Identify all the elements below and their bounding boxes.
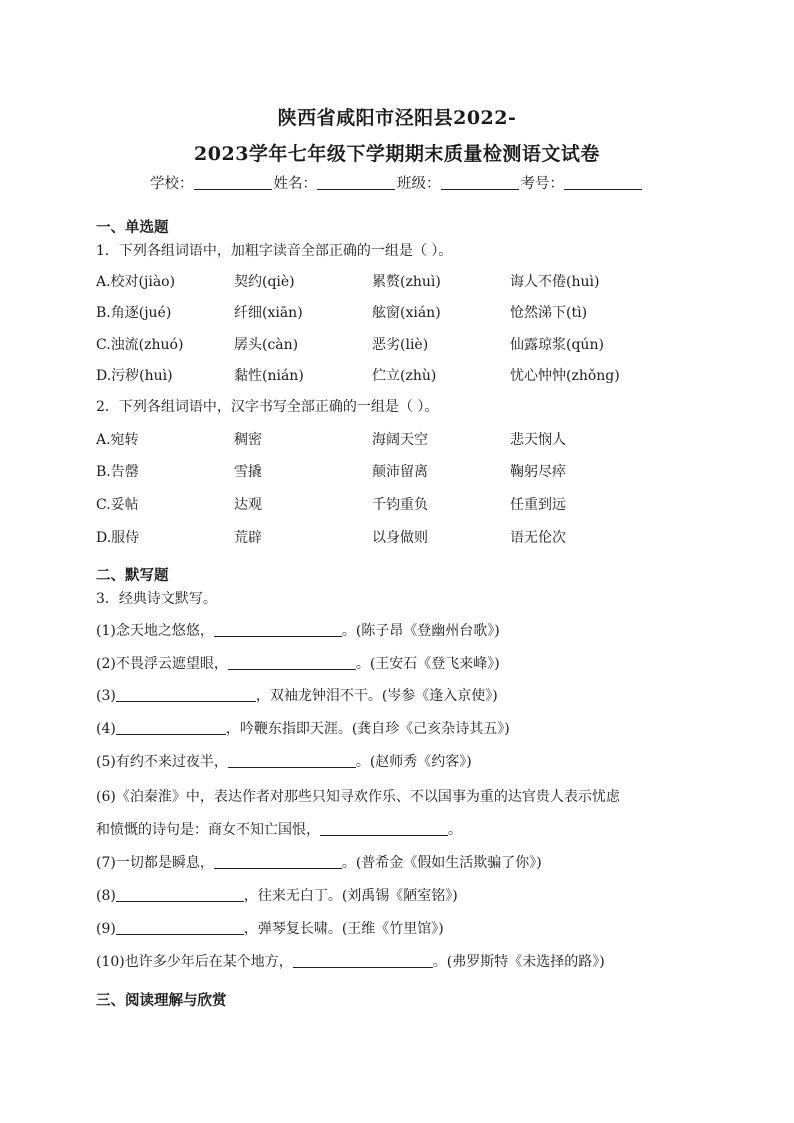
q1-option-row (96, 302, 736, 322)
exam-title-line2: 2023学年七年级下学期期末质量检测语文试卷 (194, 143, 600, 165)
q2-option-cell: 达观 (234, 497, 262, 513)
exam-title-line1: 陕西省咸阳市泾阳县2022- (277, 107, 517, 129)
q2-option-cell: 荒辟 (234, 530, 262, 546)
question-2-stem: 2．下列各组词语中，汉字书写全部正确的一组是（ ）。 (96, 399, 439, 415)
dictation-item (96, 751, 472, 771)
q1-option-cell: 恶劣(liè) (372, 337, 429, 353)
dictation-text: 。(陈子昂《登幽州台歌》) (341, 623, 500, 639)
dictation-blank[interactable] (228, 656, 356, 670)
dictation-blank[interactable] (116, 888, 244, 902)
q1-option-cell: C.浊流(zhuó) (96, 337, 184, 353)
q1-option-row (96, 365, 736, 385)
dictation-text: 。(赵师秀《约客》) (355, 754, 472, 770)
q1-option-cell: 纤细(xiān) (234, 305, 303, 321)
dictation-blank[interactable] (116, 721, 226, 735)
q2-option-cell: 以身做则 (372, 530, 428, 546)
q1-option-row (96, 334, 736, 354)
class-label: 班级： (397, 176, 441, 192)
q2-option-cell: 任重到远 (510, 497, 566, 513)
dictation-text: (2)不畏浮云遮望眼， (96, 656, 228, 672)
dictation-blank[interactable] (116, 921, 244, 935)
dictation-item (96, 685, 498, 705)
dictation-text: (5)有约不来过夜半， (96, 754, 228, 770)
q2-option-cell: A.宛转 (96, 432, 139, 448)
q2-option-cell: D.服侍 (96, 530, 140, 546)
dictation-text: 。(弗罗斯特《未选择的路》) (432, 954, 605, 970)
name-label: 姓名： (273, 176, 317, 192)
q1-option-cell: 诲人不倦(huì) (510, 274, 600, 290)
q2-option-cell: 语无伦次 (510, 530, 566, 546)
q1-option-cell: 伫立(zhù) (372, 368, 437, 384)
q2-option-row (96, 494, 736, 514)
q1-option-cell: 孱头(càn) (234, 337, 299, 353)
number-label: 考号： (520, 176, 564, 192)
dictation-item (96, 620, 500, 640)
q1-option-cell: 忧心忡忡(zhǒng) (510, 368, 620, 384)
section-heading-reading: 三、阅读理解与欣赏 (96, 993, 227, 1009)
question-3-stem: 3．经典诗文默写。 (96, 591, 217, 607)
dictation-blank[interactable] (116, 688, 256, 702)
q1-option-cell: 累赘(zhuì) (372, 274, 441, 290)
q2-option-cell: 稠密 (234, 432, 262, 448)
name-blank[interactable] (317, 176, 395, 190)
dictation-item (96, 885, 458, 905)
dictation-text: (8) (96, 888, 116, 904)
q2-option-cell: 颠沛留离 (372, 464, 428, 480)
q2-option-row (96, 461, 736, 481)
dictation-blank[interactable] (214, 623, 342, 637)
dictation-text: (10)也许多少年后在某个地方， (96, 954, 293, 970)
dictation-text: 。(普希金《假如生活欺骗了你》) (341, 855, 542, 871)
dictation-text: (1)念天地之悠悠， (96, 623, 214, 639)
q2-option-cell: B.告罄 (96, 464, 139, 480)
class-blank[interactable] (441, 176, 519, 190)
q1-option-cell: A.校对(jiào) (96, 274, 176, 290)
q1-option-cell: 黏性(nián) (234, 368, 304, 384)
q2-option-cell: 千钧重负 (372, 497, 428, 513)
dictation-item (96, 718, 510, 738)
q1-option-cell: 契约(qiè) (234, 274, 295, 290)
q2-option-cell: 鞠躬尽瘁 (510, 464, 566, 480)
dictation-text: (7)一切都是瞬息， (96, 855, 214, 871)
dictation-text: 。(王安石《登飞来峰》) (355, 656, 500, 672)
dictation-blank[interactable] (214, 855, 342, 869)
dictation-blank[interactable] (320, 822, 448, 836)
dictation-text: ，双袖龙钟泪不干。(岑参《逢入京使》) (255, 688, 498, 704)
q1-option-cell: D.污秽(huì) (96, 368, 173, 384)
dictation-blank[interactable] (228, 754, 356, 768)
q1-option-cell: 仙露琼浆(qún) (510, 337, 604, 353)
q1-option-cell: 怆然涕下(tì) (510, 305, 588, 321)
q1-option-row (96, 271, 736, 291)
section-heading-dictation: 二、默写题 (96, 568, 169, 584)
q2-option-cell: 海阔天空 (372, 432, 428, 448)
number-blank[interactable] (564, 176, 642, 190)
school-blank[interactable] (194, 176, 272, 190)
dictation-item (96, 852, 542, 872)
q2-option-cell: C.妥帖 (96, 497, 139, 513)
q2-option-cell: 雪撬 (234, 464, 262, 480)
dictation-text: (9) (96, 921, 116, 937)
dictation-item (96, 918, 444, 938)
dictation-item (96, 819, 462, 839)
q2-option-cell: 悲天悯人 (510, 432, 566, 448)
q2-option-row (96, 429, 736, 449)
dictation-text: 和愤慨的诗句是：商女不知亡国恨， (96, 822, 320, 838)
dictation-blank[interactable] (293, 954, 433, 968)
dictation-item (96, 653, 500, 673)
q1-option-cell: 舷窗(xián) (372, 305, 441, 321)
question-1-stem: 1．下列各组词语中，加粗字读音全部正确的一组是（ ）。 (96, 243, 453, 259)
dictation-text: 。 (448, 822, 462, 838)
student-info-row (0, 172, 794, 193)
q2-option-row (96, 527, 736, 547)
section-heading-single-choice: 一、单选题 (96, 220, 169, 236)
school-label: 学校： (150, 176, 194, 192)
dictation-text: (4) (96, 721, 116, 737)
dictation-text: (3) (96, 688, 116, 704)
dictation-text: ，吟鞭东指即天涯。(龚自珍《己亥杂诗其五》) (225, 721, 510, 737)
dictation-text: ，弹琴复长啸。(王维《竹里馆》) (243, 921, 444, 937)
dictation-text: ，往来无白丁。(刘禹锡《陋室铭》) (243, 888, 458, 904)
q1-option-cell: B.角逐(jué) (96, 305, 172, 321)
dictation-item-text: (6)《泊秦淮》中，表达作者对那些只知寻欢作乐、不以国事为重的达官贵人表示忧虑 (96, 789, 620, 805)
dictation-item (96, 951, 605, 971)
